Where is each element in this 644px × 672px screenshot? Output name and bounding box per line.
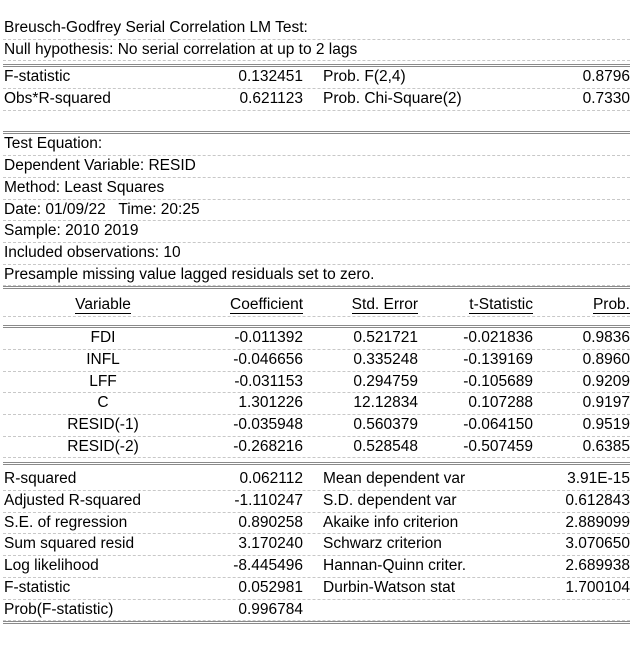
- stat-label: Log likelihood: [4, 557, 99, 575]
- coefficient-cell: -0.046656: [233, 350, 303, 368]
- header-std-error: Std. Error: [351, 296, 418, 314]
- stat-label-right: Schwarz criterion: [323, 535, 442, 553]
- section-divider: [3, 621, 630, 624]
- stat-row: [3, 513, 630, 535]
- stat-label: R-squared: [4, 470, 77, 488]
- std-error-cell: 0.335248: [353, 350, 418, 368]
- null-hypothesis: Null hypothesis: No serial correlation at up to 2 lags: [4, 40, 358, 58]
- header-prob: Prob.: [592, 296, 630, 314]
- t-statistic-cell: -0.139169: [463, 350, 533, 368]
- info-text: Sample: 2010 2019: [4, 222, 139, 240]
- stat-label: F-statistic: [4, 578, 71, 596]
- test-prob: 0.7330: [582, 90, 630, 108]
- info-text: Date: 01/09/22 Time: 20:25: [4, 200, 200, 218]
- variable-cell: RESID(-1): [67, 416, 139, 433]
- stat-row: [3, 578, 630, 600]
- coefficient-cell: -0.011392: [234, 329, 303, 347]
- stat-row: [3, 469, 630, 491]
- info-text: Test Equation:: [4, 135, 103, 153]
- std-error-cell: 0.560379: [353, 416, 418, 433]
- stat-value-right: 3.91E-15: [567, 470, 630, 488]
- coefficient-cell: -0.035948: [233, 416, 303, 433]
- header-variable: Variable: [75, 296, 131, 314]
- table-row: [3, 328, 630, 350]
- test-equation-info: [3, 134, 630, 286]
- coef-table-body: [3, 328, 630, 458]
- stat-value: -1.110247: [234, 492, 303, 510]
- variable-cell: C: [97, 394, 109, 412]
- stat-label: Prob(F-statistic): [4, 600, 114, 618]
- stat-value: -8.445496: [233, 557, 303, 575]
- prob-cell: 0.8960: [582, 350, 630, 368]
- test-prob: 0.8796: [582, 68, 630, 86]
- test-title-row: [3, 18, 630, 40]
- std-error-cell: 0.294759: [353, 372, 418, 390]
- stat-row: [3, 491, 630, 513]
- test-prob-label: Prob. F(2,4): [323, 68, 406, 86]
- std-error-cell: 12.12834: [353, 394, 418, 412]
- spacer: [3, 317, 630, 325]
- stat-value: 0.996784: [238, 600, 303, 618]
- coefficient-cell: 1.301226: [238, 394, 303, 412]
- stat-label-right: Akaike info criterion: [323, 513, 459, 531]
- stat-label: S.E. of regression: [4, 513, 128, 531]
- stat-row: [3, 556, 630, 578]
- std-error-cell: 0.528548: [353, 437, 418, 455]
- null-hypothesis-row: [3, 40, 630, 62]
- stat-value: 0.890258: [238, 513, 303, 531]
- stat-label: Adjusted R-squared: [4, 492, 141, 510]
- stat-label-right: Mean dependent var: [323, 470, 466, 488]
- stat-value-right: 0.612843: [565, 492, 630, 510]
- info-line: [3, 178, 630, 200]
- prob-cell: 0.9836: [582, 329, 630, 347]
- info-line: [3, 243, 630, 265]
- coefficient-cell: -0.031153: [234, 372, 303, 390]
- info-line: [3, 156, 630, 178]
- prob-cell: 0.9197: [582, 394, 630, 412]
- info-text: Presample missing value lagged residuals set to zero.: [4, 265, 375, 283]
- test-label: Obs*R-squared: [4, 90, 111, 108]
- stat-row: [3, 600, 630, 622]
- test-value: 0.621123: [239, 90, 303, 108]
- regression-output: [3, 18, 630, 624]
- prob-cell: 0.9209: [582, 372, 630, 390]
- std-error-cell: 0.521721: [353, 329, 418, 347]
- test-label: F-statistic: [4, 68, 71, 86]
- test-row: [3, 89, 630, 111]
- table-row: [3, 350, 630, 372]
- variable-cell: LFF: [89, 372, 117, 390]
- coef-table-header: [3, 289, 630, 317]
- header-t-statistic: t-Statistic: [469, 296, 533, 314]
- test-prob-label: Prob. Chi-Square(2): [323, 90, 462, 108]
- stat-value: 0.062112: [239, 470, 303, 488]
- info-text: Method: Least Squares: [4, 178, 165, 196]
- spacer: [3, 111, 630, 132]
- test-value: 0.132451: [238, 68, 303, 86]
- stat-value: 0.052981: [238, 578, 303, 596]
- stat-label-right: S.D. dependent var: [323, 492, 457, 510]
- info-line: [3, 221, 630, 243]
- variable-cell: INFL: [86, 350, 120, 368]
- stat-value-right: 2.689938: [565, 557, 630, 575]
- table-row: [3, 415, 630, 437]
- t-statistic-cell: -0.021836: [463, 329, 533, 347]
- test-title: Breusch-Godfrey Serial Correlation LM Test:: [4, 19, 308, 36]
- info-line: [3, 200, 630, 222]
- info-line: [3, 265, 630, 287]
- stat-row: [3, 534, 630, 556]
- table-row: [3, 393, 630, 415]
- stat-label-right: Hannan-Quinn criter.: [323, 557, 467, 575]
- variable-cell: FDI: [90, 329, 116, 347]
- header-coefficient: Coefficient: [230, 296, 303, 314]
- variable-cell: RESID(-2): [67, 437, 139, 455]
- t-statistic-cell: -0.507459: [463, 437, 533, 455]
- summary-statistics: [3, 469, 630, 621]
- t-statistic-cell: -0.064150: [463, 416, 533, 433]
- info-text: Dependent Variable: RESID: [4, 157, 196, 175]
- table-row: [3, 372, 630, 394]
- section-divider: [3, 462, 630, 465]
- stat-value-right: 3.070650: [565, 535, 630, 553]
- t-statistic-cell: 0.107288: [468, 394, 533, 412]
- prob-cell: 0.6385: [582, 437, 630, 455]
- table-row: [3, 437, 630, 459]
- coefficient-cell: -0.268216: [233, 437, 303, 455]
- stat-value-right: 2.889099: [565, 513, 630, 531]
- info-line: [3, 134, 630, 156]
- info-text: Included observations: 10: [4, 243, 181, 261]
- stat-label-right: Durbin-Watson stat: [323, 578, 456, 596]
- stat-value: 3.170240: [238, 535, 303, 553]
- t-statistic-cell: -0.105689: [463, 372, 533, 390]
- stat-value-right: 1.700104: [565, 578, 630, 596]
- test-row: [3, 67, 630, 89]
- test-statistics: [3, 67, 630, 110]
- prob-cell: 0.9519: [582, 416, 630, 433]
- stat-label: Sum squared resid: [4, 535, 135, 553]
